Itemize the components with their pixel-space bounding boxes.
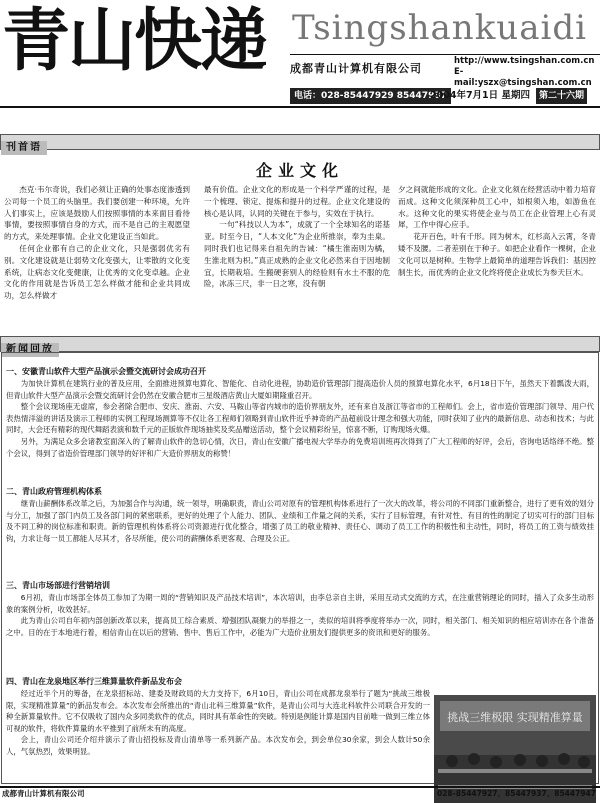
preface-label: 刊首语 [1, 141, 47, 155]
article-paragraph: 花开百色，叶有千形。同为树木，红杉高入云霄，冬青矮不及腰。二者差别在于种子。如把企业看作一棵树，企业文化可以是树种。生物学上最简单的道理告诉我们：基因控制生长，而优秀的企业文化终将使企业成长为参天巨木。 [398, 232, 596, 277]
footer-phones: 028-85447927、85447937、85447947 [436, 789, 596, 798]
news-item-title: 一、安徽青山软件大型产品演示会暨交流研讨会成功召开 [6, 367, 206, 376]
article-paragraph: 一句“科技以人为本”，成就了一个全球知名的诺基亚。时至今日，“人本文化”为企业所推崇，奉为圭臬。同时我们也记得来自祖先的告诫：“橘生淮南则为橘，生淮北则为枳。”真正成熟的企业文化必然来自于因地制宜，长期栽培。生搬硬套别人的经验则有水土不服的危险，冰冻三尺，非一日之寒，没有朝 [204, 220, 390, 289]
news-paragraph: 6月初，青山市场部全体员工参加了为期一周的“营销知识及产品技术培训”，本次培训，由李总亲自主讲，采用互动式交流的方式，在注重营销理论的同时，插入了众多生动形象的案例分析，收效甚好。 [6, 593, 594, 614]
newspaper-title-pinyin: Tsingshankuaidi [292, 8, 587, 48]
article-column-2 [204, 184, 390, 290]
news-paragraph: 经过近半个月的筹备，在龙泉招标站、建委及财政局的大力支持下，6月10日，青山公司在成都龙泉举行了题为“挑战三维极限，实现精准算量”的新品发布会。本次发布会所推出的“青山北科三维算量”软件，是青山公司与大连北科软件公司联合开发的一种全新算量软件。它不仅吸收了国内众多同类软件的优点，同时具有革命性的突破。特别是例能计算是国内目前唯一做到三维立体可视的软件，将软件算量的水平推到了前所未有的高度。 [6, 689, 430, 733]
news-item-3 [6, 580, 594, 638]
header-divider [0, 106, 600, 108]
news-paragraph: 为加快计算机在建筑行业的普及应用，全面推进预算电算化、智能化、自动化进程，协助造价管理部门提高造价人员的预算电算化水平，6月18日下午，虽然天下着瓢泼大雨，但青山软件大型产品演示会暨交流研讨会仍然在安徽合肥市三星级酒店黄山大厦如期隆重召开。 [6, 379, 594, 400]
article-column-3 [398, 184, 596, 278]
news-label: 新闻回放 [1, 343, 59, 357]
website-link[interactable]: http://www.tsingshan.com.cn [454, 56, 595, 66]
phone-box: 电话：028-85447929 85447937 [290, 88, 451, 104]
news-paragraph: 整个会议现场座无虚席，参会者除合肥市、安庆、淮南、六安、马鞍山等省内城市的造价界朋友外，还有来自及浙江等省市的工程师们。会上，省市造价管理部门领导、用户代表热情洋溢的讲话及演示工程师的实例工程现场测算等不仅让各工程师们领略到青山软件近乎神奇的产品超前设计理念和强大功能，同时获知了业内的最新信息、动态和技术；与此同时，大会还有精彩的现代舞蹈表演和数千元的正版软件现场抽奖及奖品赠送活动，整个会议精彩纷呈，惊喜不断，订购现场火爆。 [6, 402, 594, 435]
news-paragraph: 继青山薪酬体系改革之后，为加强合作与沟通，统一领导，明确职责，青山公司对原有的管理机构体系进行了一次大的改革，将公司的不同部门重新整合，进行了更有效的划分与分工，加强了部门内员工及各部门间的紧密联系，更好的处理了个人能力、团队、业绩和工作量之间的关系，实行了目标管理，有针对性、有目的性的制定了切实可行的部门目标及不同工种的岗位标准和职责。新的管理机构体系将公司资源进行优化整合，增强了员工的敬业精神、责任心、调动了员工工作的积极性和主动性，同时，将员工的工资与绩效挂钩，力求让每一员工都能人尽其才，各尽所能，使公司的薪酬体系更客观、合理及公正。 [6, 499, 594, 543]
news-item-title: 四、青山在龙泉地区举行三维算量软件新品发布会 [6, 677, 182, 686]
article-title: 企业文化 [255, 161, 344, 180]
newspaper-title: 青山快递 [2, 1, 267, 81]
article-paragraph: 夕之间就能形成的文化。企业文化须在经营活动中着力培育而成。这种文化须深种员工心中，如根须入地，如游鱼在水。这种文化的果实将使企业与员工在企业管理上心有灵犀，工作中得心应手。 [398, 185, 596, 230]
article-paragraph: 任何企业都有自己的企业文化，只是强弱优劣有别。文化建设就是让弱势文化变强大，让零散的文化变系统，让病态文化变健康，让优秀的文化变卓越。企业文化的作用就是告诉员工怎么样做才能和企业共同成功，怎么样做才 [4, 243, 190, 301]
news-item-1 [6, 366, 594, 459]
news-item-title: 二、青山政府管理机构体系 [6, 487, 102, 496]
issue-date: 2004年7月1日 星期四 [430, 90, 530, 101]
email-link[interactable]: E-mail:yszx@tsingshan.com.cn [454, 67, 592, 88]
news-section-header [0, 336, 600, 355]
article-column-1 [4, 184, 190, 302]
news-item-2 [6, 486, 594, 544]
article-paragraph: 杰克·韦尔奇说，我们必须让正确的处事态度渗透到公司每一个员工的头脑里。我们要创建一种环境，允许人们事实上，应该是鼓励人们按照事情的本来面目看待事情，要按照事情自身的方式，而不是自己的主观愿望的方式，来处理事情。企业文化建设正当如此。 [4, 185, 190, 242]
contact-block [454, 56, 600, 89]
news-paragraph: 会上，青山公司还介绍并演示了青山招投标及青山清单等一系列新产品。本次发布会，到会单位30余家，到会人数计50余人，气氛热烈，效果明显。 [6, 735, 430, 756]
news-paragraph: 此为青山公司自年初内部创新改革以来，提高员工综合素质、增强团队凝聚力的举措之一，类似的培训将季度将举办一次，同时，相关部门、相关知识的相应培训亦在各个准备之中。目的在于本地进行着，相信青山在以后的营销、售中、售后工作中，必能为广大造价业朋友们提供更多的资讯和更好的服务。 [6, 616, 594, 637]
article-paragraph: 最有价值。企业文化的形成是一个科学严谨的过程，是一个梳理、锁定、提炼和提升的过程。企业文化建设的核心是认同，认同的关键在于参与，实效在于执行。 [204, 185, 390, 218]
issue-number: 第二十六期 [536, 88, 587, 104]
photo-banner-text: 挑战三维极限 实现精准算量 [447, 711, 583, 724]
news-item-4 [6, 676, 430, 758]
company-name: 成都青山计算机有限公司 [290, 62, 422, 75]
news-paragraph: 另外，为满足众多会诸教室面深入的了解青山软件的急切心情，次日，青山在安徽广播电视大学举办的免费培训班再次得到了广大工程师的好评，会后，咨询电话络绎不绝。整个会议，得到了省造价管理部门领导的好评和广大造价界朋友的称赞！ [6, 436, 594, 458]
masthead-rule [290, 54, 600, 55]
news-item-title: 三、青山市场部进行营销培训 [6, 581, 110, 590]
preface-section-header [0, 134, 600, 153]
footer-company: 成都青山计算机有限公司 [2, 789, 85, 798]
